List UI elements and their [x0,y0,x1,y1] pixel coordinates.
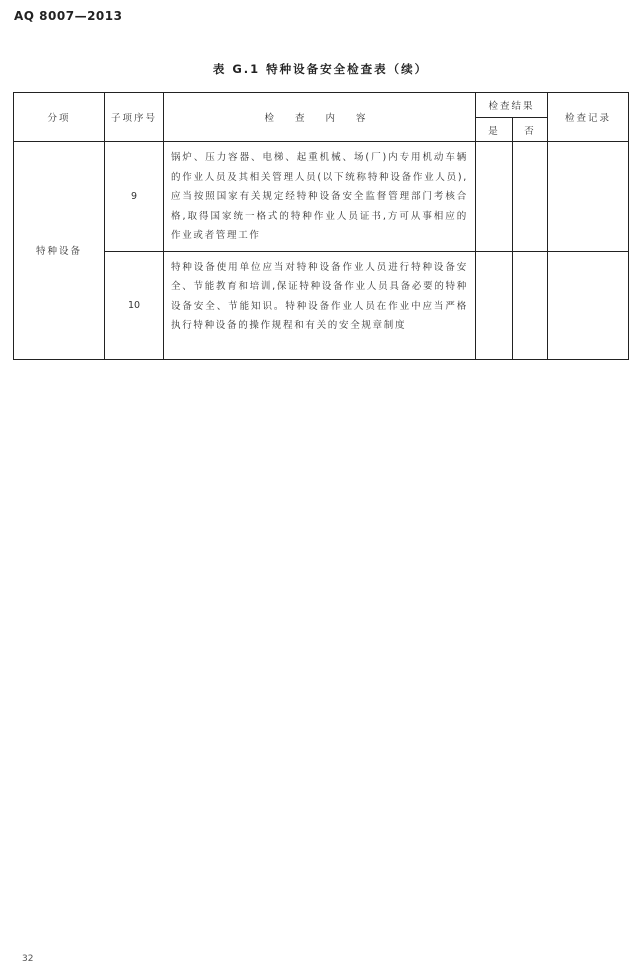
table-row [14,251,629,359]
table-row [14,142,629,252]
result-yes-cell[interactable] [476,251,513,359]
sub-item-number: 10 [105,251,164,359]
header-yes: 是 [476,118,513,142]
result-yes-cell[interactable] [476,142,513,252]
table-title: 表 G.1 特种设备安全检查表（续） [212,62,429,76]
record-cell[interactable] [548,142,629,252]
header-record: 检查记录 [548,93,629,142]
record-cell[interactable] [548,251,629,359]
header-category: 分项 [14,93,105,142]
inspection-content: 特种设备使用单位应当对特种设备作业人员进行特种设备安全、节能教育和培训,保证特种设备作业人员具备必要的特种设备安全、节能知识。特种设备作业人员在作业中应当严格执行特种设备的操作规程和有关的安全规章制度 [164,251,476,359]
result-no-cell[interactable] [513,142,548,252]
result-no-cell[interactable] [513,251,548,359]
header-row [14,93,629,118]
inspection-table [13,92,629,360]
header-result: 检查结果 [476,93,548,118]
sub-item-number: 9 [105,142,164,252]
header-sub-item-no: 子项序号 [105,93,164,142]
header-no: 否 [513,118,548,142]
category-cell: 特种设备 [14,142,105,360]
standard-code: AQ 8007—2013 [14,9,123,23]
inspection-content: 锅炉、压力容器、电梯、起重机械、场(厂)内专用机动车辆的作业人员及其相关管理人员(以下统称特种设备作业人员),应当按照国家有关规定经特种设备安全监督管理部门考核合格,取得国家统一格式的特种作业人员证书,方可从事相应的作业或者管理工作 [164,142,476,252]
header-content: 检 查 内 容 [164,93,476,142]
page-number: 32 [22,954,34,964]
